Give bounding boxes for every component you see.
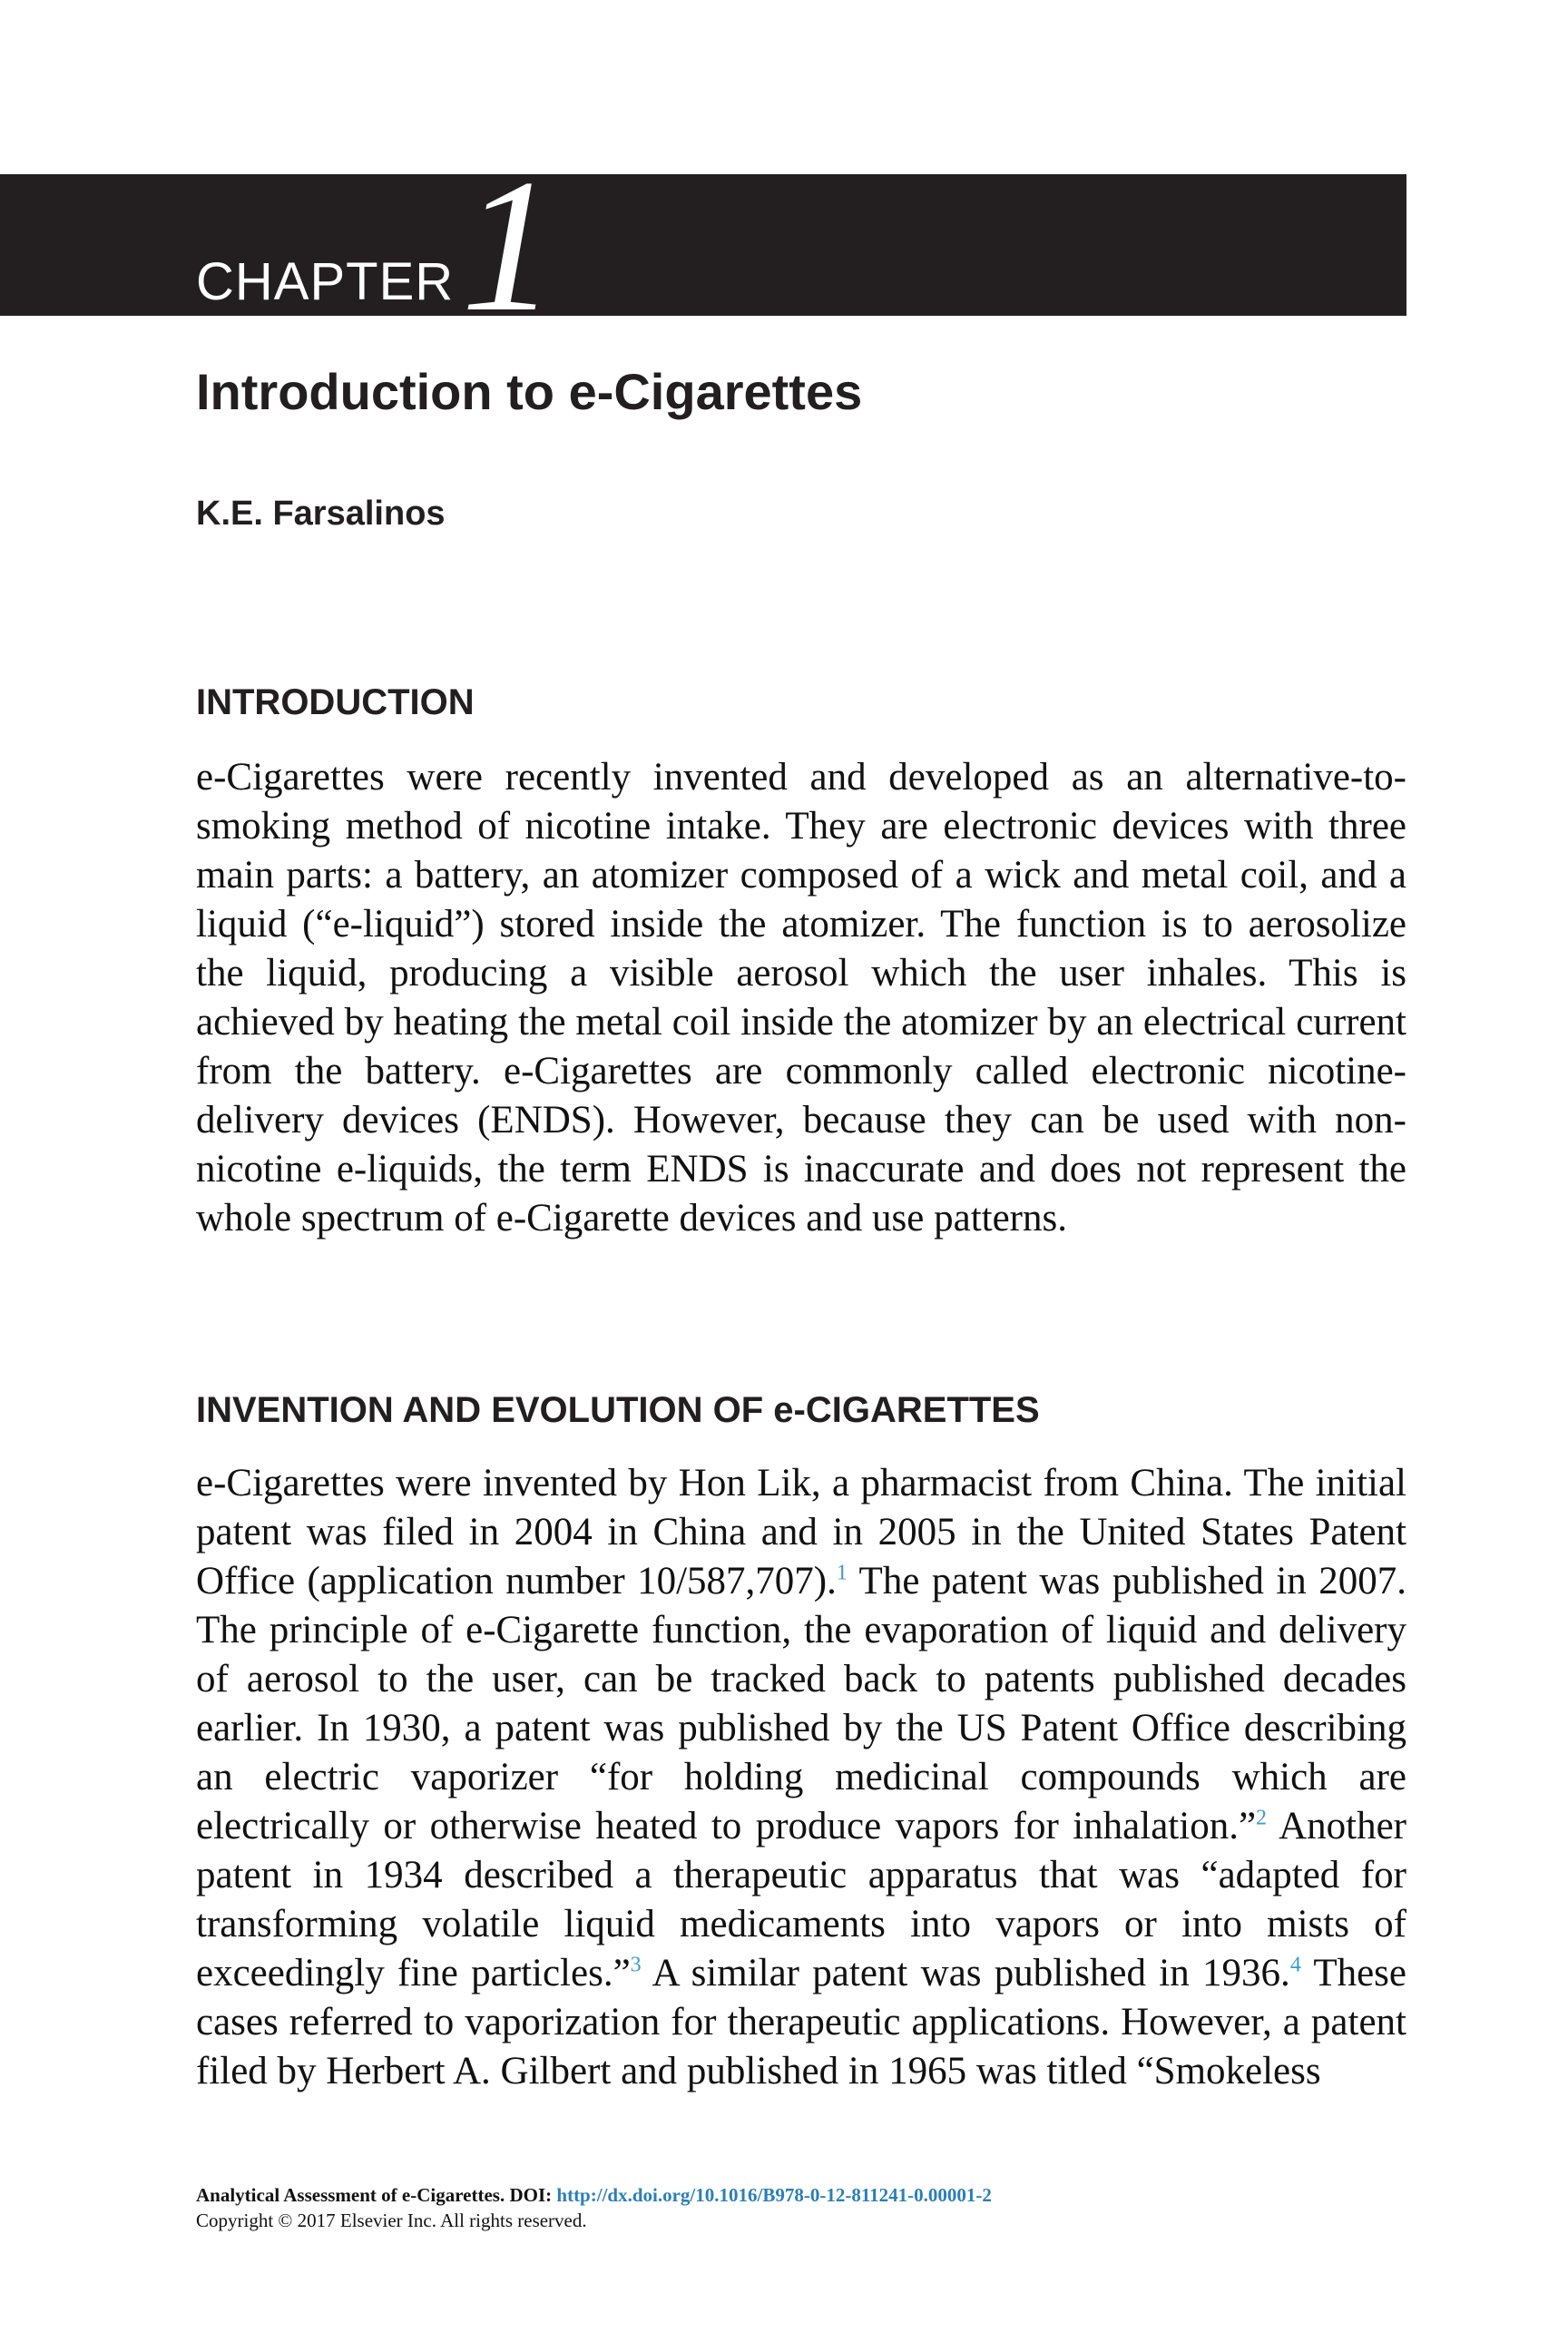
book-title: Analytical Assessment of e-Cigarettes. [196,2184,505,2206]
doi-link[interactable]: http://dx.doi.org/10.1016/B978-0-12-811241-0.00001-2 [556,2184,992,2206]
paragraph-text: The patent was published in 2007. The principle of e-Cigarette function, the evaporation of liquid and delivery of aerosol to the user, can be tracked back to patents published decades earlier. In 1930, a patent was published by the US Patent Office describing an electric vaporizer “for holding medicinal compounds which are electrically or otherwise heated to produce vapors for inhalation.” [196,1560,1407,1847]
chapter-number: 1 [461,141,556,351]
copyright-notice: Copyright © 2017 Elsevier Inc. All rights reserved. [196,2210,587,2231]
reference-link[interactable]: 2 [1256,1806,1268,1830]
introduction-paragraph: e-Cigarettes were recently invented and developed as an alternative-to-smoking method of nicotine intake. They are electronic devices with three main parts: a battery, an atomizer composed of a wick and metal coil, and a liquid (“e-liquid”) stored inside the atomizer. The function is to aerosolize the liquid, producing a visible aerosol which the user inhales. This is achieved by heating the metal coil inside the atomizer by an electrical current from the battery. e-Cigarettes are commonly called electronic nicotine-delivery devices (ENDS). However, because they can be used with non-nicotine e-liquids, the term ENDS is inaccurate and does not represent the whole spectrum of e-Cigarette devices and use patterns. [196,756,1406,1240]
paragraph-text: A similar patent was published in 1936. [641,1952,1290,1994]
reference-link[interactable]: 3 [630,1953,642,1977]
paragraph-text: Another patent in 1934 described a therapeutic apparatus that was “adapted for transforming volatile liquid medicaments into vapors or into mists of exceedingly fine particles.” [196,1805,1406,1994]
author-name: K.E. Farsalinos [196,495,446,533]
paragraph-text: These cases referred to vaporization for therapeutic applications. However, a patent filed by Herbert A. Gilbert and published in 1965 was titled “Smokeless [196,1952,1406,2092]
paragraph-text: e-Cigarettes were invented by Hon Lik, a pharmacist from China. The initial patent was filed in 2004 in China and in 2005 in the United States Patent Office (application number 10/587,707). [196,1462,1406,1602]
page-footer [196,2182,992,2233]
chapter-title: Introduction to e-Cigarettes [196,363,863,420]
doi-label: DOI: [509,2184,553,2206]
section-heading-introduction: INTRODUCTION [196,682,475,722]
reference-link[interactable]: 4 [1289,1953,1301,1977]
chapter-label: CHAPTER [196,252,455,311]
footer-citation [196,2182,992,2208]
reference-link[interactable]: 1 [836,1561,848,1585]
section-heading-invention: INVENTION AND EVOLUTION OF e-CIGARETTES [196,1390,1040,1430]
invention-paragraph [196,1459,1406,2096]
